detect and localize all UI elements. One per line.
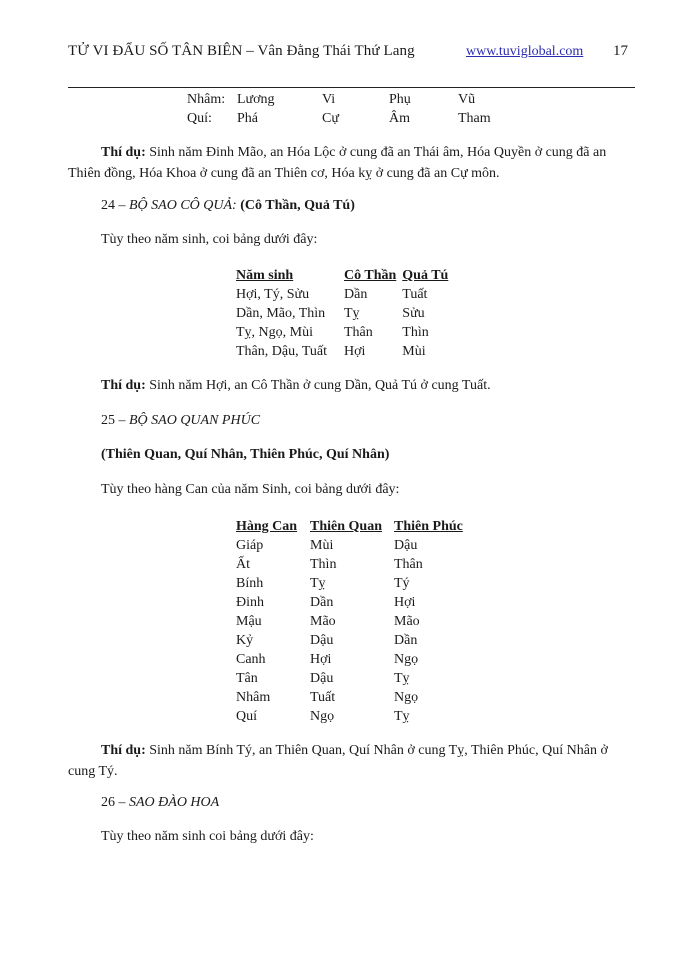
table-cell: Ngọ: [310, 709, 335, 724]
top-table-cell: Quí:: [187, 111, 212, 126]
top-table-row: [0, 111, 700, 130]
table-cell: Dần: [344, 287, 368, 302]
table-header-row: [236, 517, 469, 536]
table-cell: Đinh: [236, 595, 264, 610]
top-table-cell: Tham: [458, 111, 491, 126]
table-row: [236, 593, 469, 612]
section-subtitle: (Cô Thần, Quả Tú): [236, 198, 355, 213]
table-cell: Tuất: [310, 690, 336, 705]
table-cell: Tỵ, Ngọ, Mùi: [236, 325, 313, 340]
example-text: Sinh năm Bính Tý, an Thiên Quan, Quí Nhân ở cung Tỵ, Thiên Phúc, Quí Nhân ở: [145, 743, 608, 758]
table-cell: Hợi: [394, 595, 416, 610]
table-cell: Quí: [236, 709, 257, 724]
section-title: BỘ SAO CÔ QUẢ:: [129, 198, 237, 213]
section-26-intro: Tùy theo năm sinh coi bảng dưới đây:: [101, 829, 314, 844]
section-25-example: [68, 740, 638, 782]
table-row: [236, 574, 469, 593]
table-cell: Thìn: [310, 557, 337, 572]
top-table-cell: Cự: [322, 111, 339, 126]
table-cell: Mão: [310, 614, 336, 629]
table-cell: Mùi: [402, 344, 426, 359]
section-25-subtitle: [101, 447, 389, 463]
example-text: Sinh năm Đinh Mão, an Hóa Lộc ở cung đã an Thái âm, Hóa Quyền ở cung đã an: [145, 145, 607, 160]
website-link[interactable]: www.tuviglobal.com: [466, 44, 584, 59]
table-row: [236, 536, 469, 555]
table-row: [236, 612, 469, 631]
quan-phuc-table: [236, 517, 469, 726]
table-cell: Thân: [394, 557, 423, 572]
header-divider: [68, 87, 635, 88]
table-cell: Giáp: [236, 538, 264, 553]
top-table-cell: Nhâm:: [187, 92, 226, 107]
example-label: Thí dụ:: [101, 378, 146, 393]
column-header: Thiên Phúc: [394, 519, 463, 534]
table-cell: Tỵ: [344, 306, 360, 321]
table-row: [236, 669, 469, 688]
table-cell: Dần, Mão, Thìn: [236, 306, 326, 321]
table-cell: Dậu: [394, 538, 418, 553]
table-cell: Tuất: [402, 287, 428, 302]
table-cell: Sửu: [402, 306, 425, 321]
table-cell: Tỵ: [394, 709, 410, 724]
table-cell: Tỵ: [310, 576, 326, 591]
example-text: Thiên đồng, Hóa Khoa ở cung đã an Thiên cơ, Hóa kỵ ở cung đã an Cự môn.: [68, 166, 500, 181]
section-24-example: [101, 378, 491, 394]
table-cell: Ngọ: [394, 652, 419, 667]
section-number: 26 –: [101, 795, 129, 810]
top-table-cell: Âm: [389, 111, 410, 126]
section-24-heading: [101, 198, 355, 214]
table-cell: Dần: [394, 633, 418, 648]
table-cell: Kỷ: [236, 633, 254, 648]
top-table-cell: Vi: [322, 92, 336, 107]
table-cell: Nhâm: [236, 690, 271, 705]
table-cell: Thân: [344, 325, 373, 340]
table-cell: Thân, Dậu, Tuất: [236, 344, 327, 359]
section-number: 25 –: [101, 413, 129, 428]
table-row: [236, 323, 454, 342]
column-header: Quả Tú: [402, 268, 449, 283]
table-row: [236, 285, 454, 304]
table-cell: Tý: [394, 576, 410, 591]
document-header-title: TỬ VI ĐẨU SỐ TÂN BIÊN – Vân Đằng Thái Thứ Lang: [68, 43, 415, 59]
table-cell: Ngọ: [394, 690, 419, 705]
table-cell: Tân: [236, 671, 258, 686]
example-paragraph: [68, 142, 638, 184]
column-header: Hàng Can: [236, 519, 298, 534]
top-table-row: [0, 92, 700, 111]
table-row: [236, 707, 469, 726]
section-25-heading: [101, 413, 260, 429]
table-row: [236, 650, 469, 669]
top-table-cell: Vũ: [458, 92, 476, 107]
section-subtitle: (Thiên Quan, Quí Nhân, Thiên Phúc, Quí Nhân): [101, 447, 390, 462]
section-24-intro: Tùy theo năm sinh, coi bảng dưới đây:: [101, 232, 318, 247]
example-text: cung Tý.: [68, 764, 118, 779]
table-cell: Dậu: [310, 671, 334, 686]
table-row: [236, 555, 469, 574]
section-title: SAO ĐÀO HOA: [129, 795, 220, 810]
top-table-cell: Phụ: [389, 92, 411, 107]
section-26-heading: [101, 795, 219, 811]
top-table-cell: Phá: [237, 111, 258, 126]
table-row: [236, 688, 469, 707]
table-cell: Mậu: [236, 614, 262, 629]
table-cell: Thìn: [402, 325, 429, 340]
table-row: [236, 304, 454, 323]
table-cell: Hợi: [310, 652, 332, 667]
table-row: [236, 342, 454, 361]
table-cell: Hợi: [344, 344, 366, 359]
table-cell: Dậu: [310, 633, 334, 648]
column-header: Năm sinh: [236, 268, 294, 283]
top-table-cell: Lương: [237, 92, 275, 107]
section-25-intro: Tùy theo hàng Can của năm Sinh, coi bảng dưới đây:: [101, 482, 400, 497]
example-label: Thí dụ:: [101, 145, 146, 160]
column-header: Thiên Quan: [310, 519, 382, 534]
example-text: Sinh năm Hợi, an Cô Thần ở cung Dần, Quả Tú ở cung Tuất.: [145, 378, 491, 393]
section-number: 24 –: [101, 198, 129, 213]
section-title: BỘ SAO QUAN PHÚC: [129, 413, 261, 428]
table-cell: Mùi: [310, 538, 334, 553]
table-cell: Ất: [236, 557, 250, 572]
table-cell: Tỵ: [394, 671, 410, 686]
page-number: 17: [613, 43, 628, 59]
co-qua-table: [236, 266, 454, 361]
table-cell: Canh: [236, 652, 266, 667]
table-header-row: [236, 266, 454, 285]
table-cell: Dần: [310, 595, 334, 610]
example-label: Thí dụ:: [101, 743, 146, 758]
table-cell: Hợi, Tý, Sửu: [236, 287, 310, 302]
table-cell: Mão: [394, 614, 420, 629]
table-cell: Bính: [236, 576, 264, 591]
table-row: [236, 631, 469, 650]
column-header: Cô Thần: [344, 268, 397, 283]
